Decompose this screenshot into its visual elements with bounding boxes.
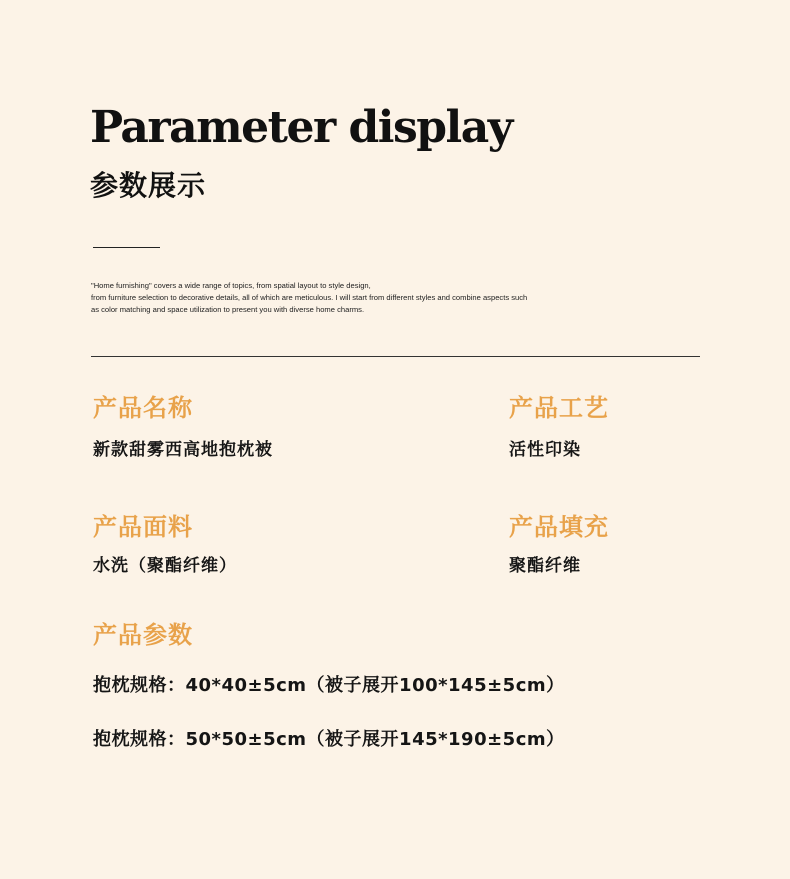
product-craft-value: 活性印染 (509, 440, 581, 460)
product-filling-value: 聚酯纤维 (509, 556, 581, 576)
title-underline (93, 247, 160, 248)
page-title-cn: 参数展示 (90, 169, 207, 202)
product-craft-label: 产品工艺 (509, 394, 609, 422)
section-divider (91, 356, 700, 357)
intro-line: "Home furnishing" covers a wide range of topics, from spatial layout to style design, (91, 281, 371, 290)
intro-line: as color matching and space utilization to present you with diverse home charms. (91, 305, 365, 314)
intro-line: from furniture selection to decorative details, all of which are meticulous. I will start from different styles and combine aspects such (91, 293, 528, 302)
product-fabric-label: 产品面料 (93, 513, 193, 541)
product-fabric-value: 水洗（聚酯纤维） (93, 556, 237, 576)
product-name-value: 新款甜雾西高地抱枕被 (93, 440, 273, 460)
product-filling-label: 产品填充 (509, 513, 609, 541)
spec-line-1: 抱枕规格：40*40±5cm（被子展开100*145±5cm） (93, 675, 565, 696)
spec-line-2: 抱枕规格：50*50±5cm（被子展开145*190±5cm） (93, 729, 565, 750)
product-name-label: 产品名称 (93, 394, 193, 422)
product-specs-label: 产品参数 (93, 621, 193, 649)
page-title-en: Parameter display (90, 102, 512, 153)
intro-paragraph (91, 280, 651, 316)
